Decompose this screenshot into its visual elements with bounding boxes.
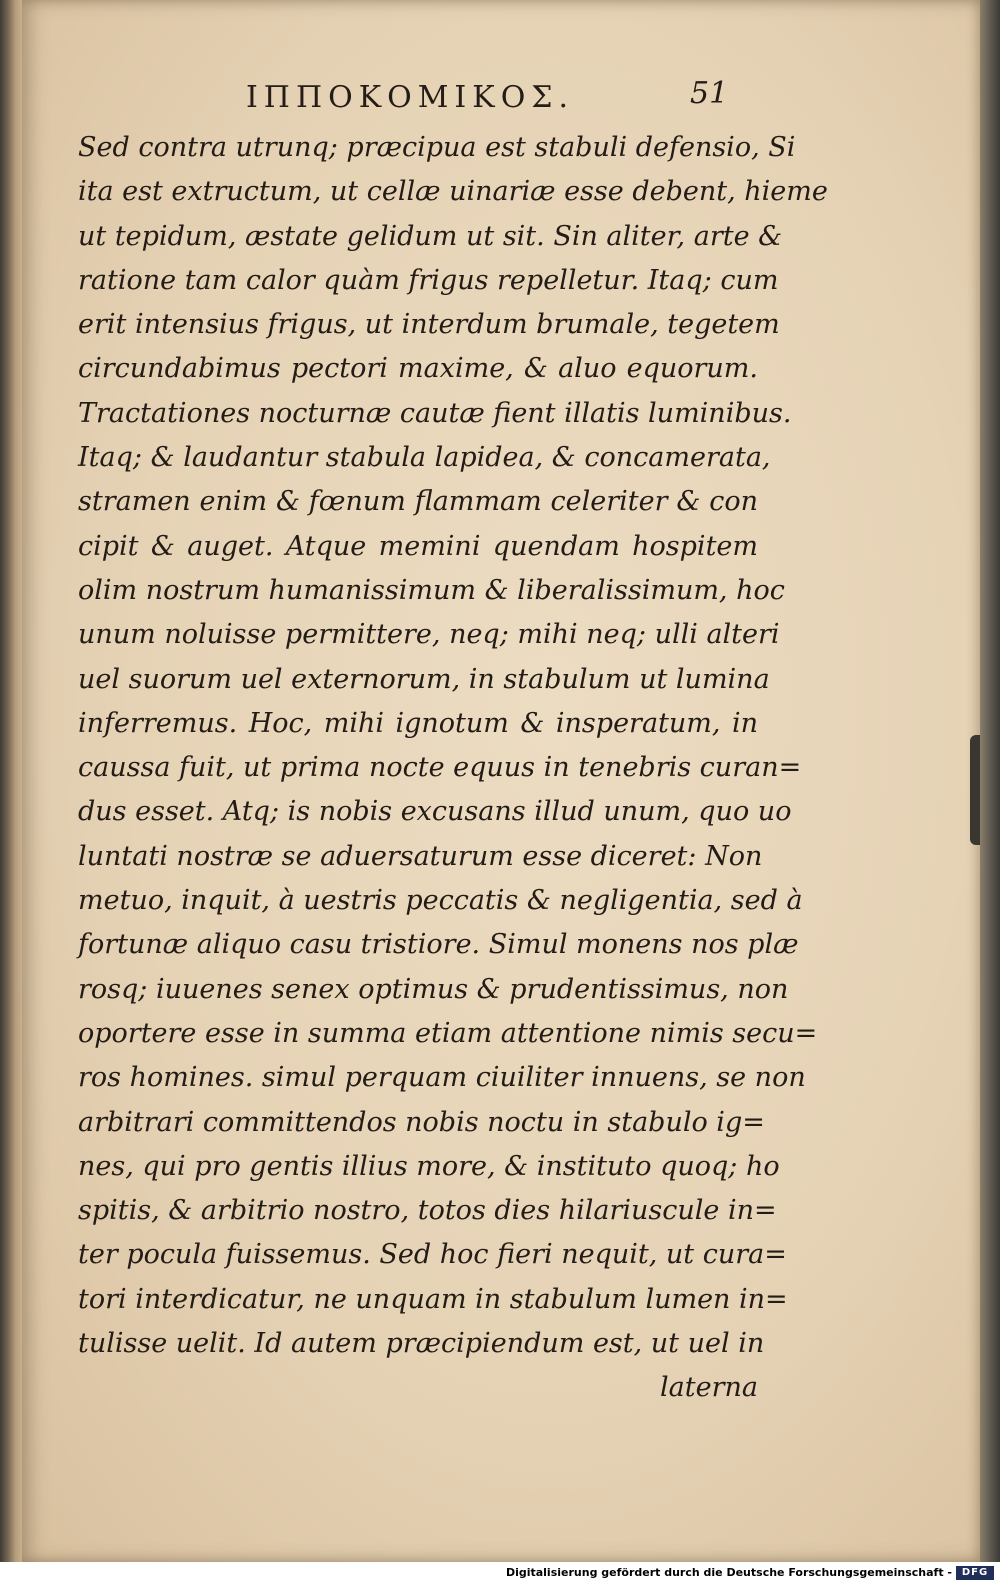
text-line: olim nostrum humanissimum & liberalissimum, hoc [78,574,785,606]
text-line: luntati nostræ se aduersaturum esse diceret: Non [78,840,763,872]
text-line: inferremus. Hoc, mihi ignotum & insperatum, in [78,707,758,739]
text-line: erit intensius frigus, ut interdum brumale, tegetem [78,309,780,341]
text-line: caussa fuit, ut prima nocte equus in tenebris curan= [78,752,802,784]
text-line: ut tepidum, æstate gelidum ut sit. Sin aliter, arte & [78,220,783,252]
body-text [78,126,828,1411]
text-line: Sed contra utrunq; præcipua est stabuli defensio, Si [78,132,796,163]
text-line: ita est extructum, ut cellæ uinariæ esse debent, hieme [78,176,828,208]
text-line: ratione tam calor quàm frigus repelletur. Itaq; cum [78,264,779,296]
text-line: metuo, inquit, à uestris peccatis & negligentia, sed à [78,885,803,917]
text-line: fortunæ aliquo casu tristiore. Simul monens nos plæ [78,929,799,961]
right-page-edge [980,0,1000,1562]
text-line: tulisse uelit. Id autem præcipiendum est, ut uel in [78,1328,765,1360]
text-line: cipit & auget. Atque memini quendam hospitem [78,530,758,562]
text-line: rosq; iuuenes senex optimus & prudentissimus, non [78,973,789,1005]
text-line: uel suorum uel externorum, in stabulum ut lumina [78,663,770,695]
dfg-logo-icon: DFG [956,1566,994,1580]
digitization-footer [0,1562,1000,1585]
funding-credit: Digitalisierung gefördert durch die Deutsche Forschungsgemeinschaft - [505,1566,952,1579]
text-line: ter pocula fuissemus. Sed hoc fieri nequit, ut cura= [78,1239,787,1271]
text-line: nes, qui pro gentis illius more, & instituto quoq; ho [78,1150,780,1182]
running-title: ΙΠΠΟΚΟΜΙΚΟΣ. [245,80,575,115]
text-line: dus esset. Atq; is nobis excusans illud unum, quo uo [78,796,792,828]
left-page-bleed-marks [2,150,18,710]
page-number: 51 [690,76,729,111]
text-line: ros homines. simul perquam ciuiliter innuens, se non [78,1062,806,1094]
text-line: unum noluisse permittere, neq; mihi neq; ulli alteri [78,619,780,651]
left-page-edge [0,0,22,1562]
catchword: laterna [660,1372,758,1404]
text-line: spitis, & arbitrio nostro, totos dies hilariuscule in= [78,1195,777,1227]
text-line: Itaq; & laudantur stabula lapidea, & concamerata, [78,442,771,474]
text-line: Tractationes nocturnæ cautæ fient illatis luminibus. [78,397,792,429]
text-line: oportere esse in summa etiam attentione nimis secu= [78,1017,818,1049]
text-line: stramen enim & fœnum flammam celeriter & con [78,486,758,518]
text-line: circundabimus pectori maxime, & aluo equorum. [78,353,758,385]
text-line: arbitrari committendos nobis noctu in stabulo ig= [78,1106,765,1138]
text-line: tori interdicatur, ne unquam in stabulum lumen in= [78,1283,788,1315]
